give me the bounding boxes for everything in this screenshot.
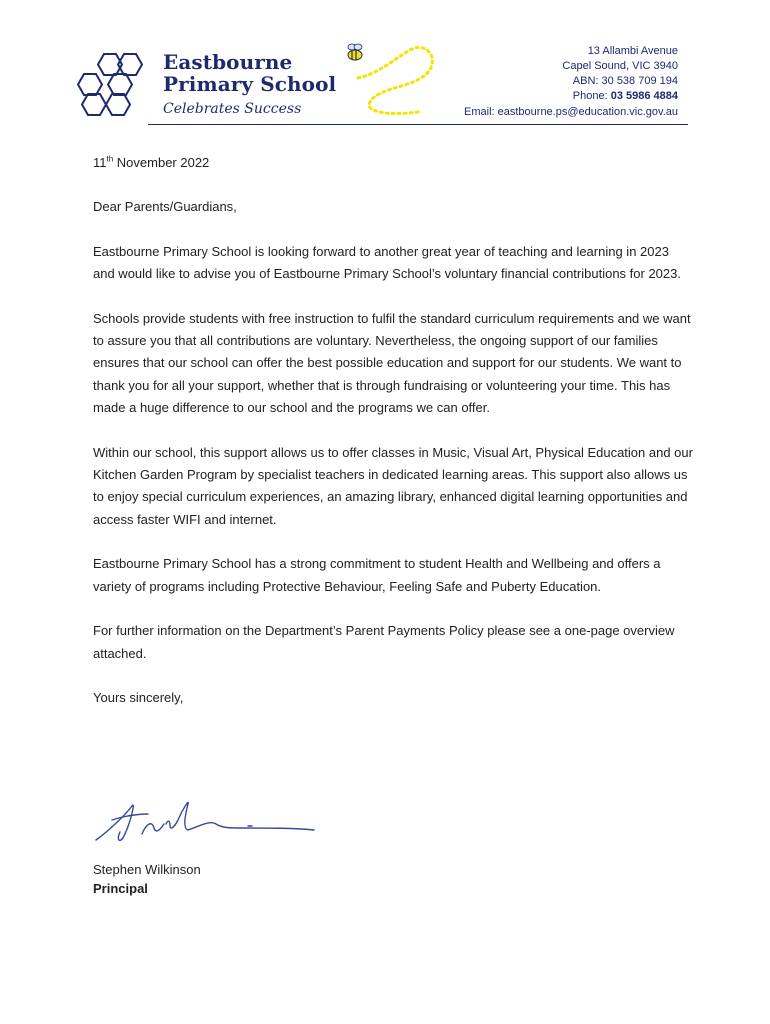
paragraph-4: Eastbourne Primary School has a strong commitment to student Health and Wellbeing and offers a variety of programs including Protective Behaviour, Feeling Safe and Puberty Education. [93,556,661,594]
date-suffix: th [106,154,114,164]
paragraph-3: Within our school, this support allows us to offer classes in Music, Visual Art, Physical Education and our Kitchen Garden Program by specialist teachers in dedicated learning areas. This support also allows us to enjoy special curriculum experiences, an amazing library, enhanced digital learning opportunities and access faster WIFI and internet. [93,444,693,527]
signature-block [93,860,201,898]
abn-line: ABN: 30 538 709 194 [572,75,678,87]
address-line1: 13 Allambi Avenue [587,45,678,57]
letterhead-divider [148,124,688,125]
tagline: Celebrates Success [163,101,302,117]
paragraph-5: For further information on the Department’s Parent Payments Policy please see a one-page overview attached. [93,623,675,661]
letter-date [93,152,693,174]
date-rest: November 2022 [113,155,210,170]
phone-number: 03 5986 4884 [610,90,678,102]
paragraph-1: Eastbourne Primary School is looking forward to another great year of teaching and learning in 2023 and would like to advise you of Eastbourne Primary School’s voluntary financial contributions for 2023. [93,243,681,282]
signatory-name: Stephen Wilkinson [93,862,201,877]
hexagon-logo-icon [72,50,156,122]
salutation: Dear Parents/Guardians, [93,199,237,215]
letterhead [0,0,770,130]
phone-line [464,89,678,104]
phone-label: Phone: [572,90,608,102]
signatory-title: Principal [93,881,148,896]
letter-body [93,152,693,731]
closing: Yours sincerely, [93,689,184,705]
school-name-line2: Primary School [163,72,337,96]
address-line2: Capel Sound, VIC 3940 [562,60,678,72]
contact-details [464,44,678,120]
school-name-line1: Eastbourne [163,50,293,74]
school-name [163,51,336,95]
bee-trail-icon [338,40,448,120]
email-line: Email: eastbourne.ps@education.vic.gov.au [464,106,678,118]
paragraph-2: Schools provide students with free instruction to fulfil the standard curriculum requirements and we want to assure you that all contributions are voluntary. Nevertheless, the ongoing support of our families ensures that our school can offer the best possible education and support for our students. We want to thank you for all your support, whether that is through fundraising or volunteering your time. This has made a huge difference to our school and the programs we can offer. [93,310,691,416]
signature-image [90,790,330,850]
date-day: 11 [93,155,107,170]
